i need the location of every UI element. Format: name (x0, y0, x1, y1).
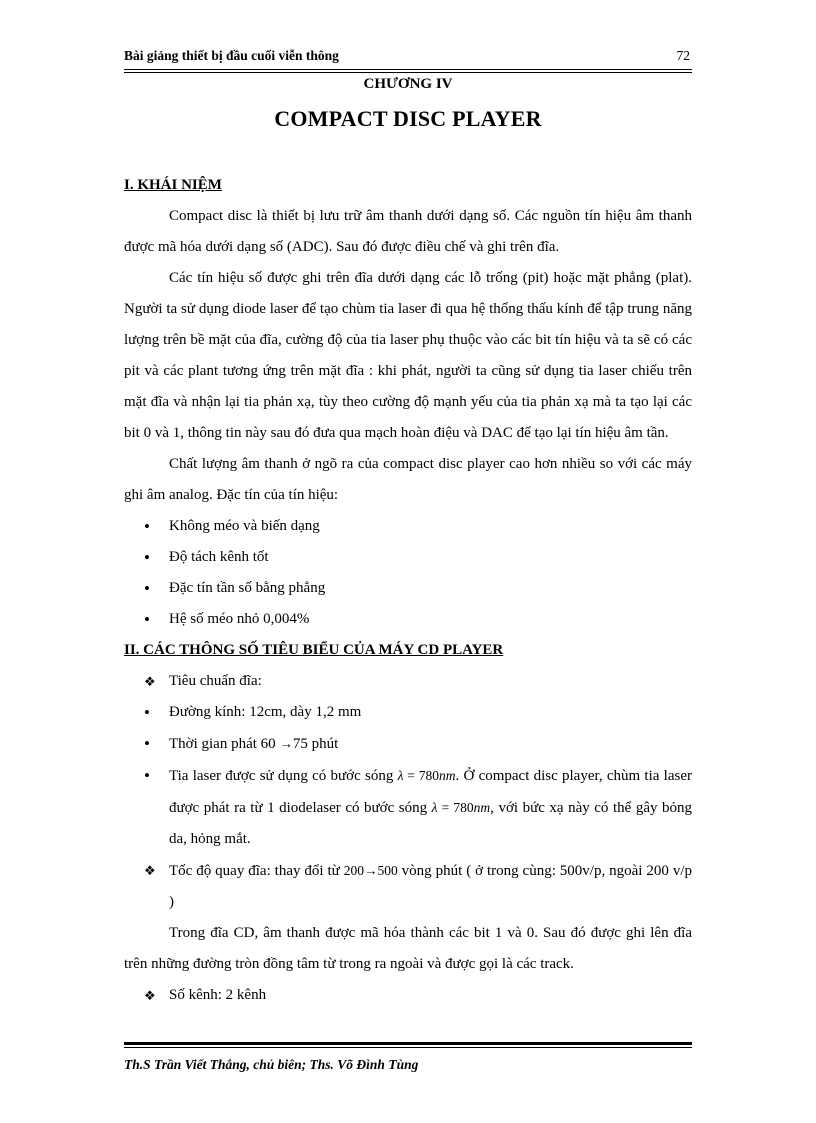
bullet-icon (144, 760, 164, 793)
wavelength-formula: λ = 780nm (397, 768, 456, 783)
footer-rule-thick (124, 1042, 692, 1045)
section-heading-specs: II. CÁC THÔNG SỐ TIÊU BIỂU CỦA MÁY CD PLAYER (124, 642, 504, 658)
bullet-icon (144, 573, 164, 606)
diamond-bullet-icon (144, 855, 164, 887)
wavelength-formula: λ = 780nm (431, 800, 491, 815)
section-heading-concept: I. KHÁI NIỆM (124, 177, 222, 193)
paragraph: Chất lượng âm thanh ở ngõ ra của compact disc player cao hơn nhiều so với các máy ghi âm analog. Đặc tín của tín hiệu: (124, 456, 692, 503)
running-header (124, 48, 692, 68)
chapter-label: CHƯƠNG IV (363, 76, 453, 92)
body-content (124, 170, 692, 1011)
list-item: • Thời gian phát 60 →75 phút (124, 728, 692, 760)
bullet-icon (144, 728, 164, 761)
list-item: • Độ tách kênh tốt (124, 542, 692, 573)
header-rule-secondary (124, 72, 692, 73)
signal-characteristics-list (124, 511, 692, 635)
bullet-icon (144, 604, 164, 637)
bullet-icon (144, 511, 164, 544)
list-item: ❖ Số kênh: 2 kênh (124, 980, 692, 1011)
paragraph: Các tín hiệu số được ghi trên đĩa dưới dạng các lỗ trống (pit) hoặc mặt phẳng (plat). Người ta sử dụng diode laser để tạo chùm tia laser đi qua hệ thống thấu kính để tập trung năng lượng trên bề mặt của đĩa, cường độ của tia laser phụ thuộc vào các bit tín hiệu và ta sẽ có các pit và các plant tương ứng trên mặt đĩa : khi phát, người ta cũng sử dụng tia laser chiếu trên mặt đĩa và nhận lại tia phản xạ, tùy theo cường độ mạnh yếu của tia phản xạ mà ta tạo lại các bit 0 và 1, thông tin này sau đó đưa qua mạch hoàn điệu và DAC để tạo lại tín hiệu âm tần. (124, 270, 692, 441)
list-item: • Tia laser được sử dụng có bước sóng λ = 780nm. Ở compact disc player, chùm tia laser được phát ra từ 1 diodelaser có bước sóng λ = 780nm, với bức xạ này có thể gây bỏng da, hỏng mắt. (124, 760, 692, 855)
paragraph: Compact disc là thiết bị lưu trữ âm thanh dưới dạng số. Các nguồn tín hiệu âm thanh được mã hóa dưới dạng số (ADC). Sau đó được điều chế và ghi trên đĩa. (124, 208, 692, 255)
diamond-bullet-icon (144, 666, 164, 698)
arrow-symbol: → (279, 736, 293, 751)
list-item: ❖ Tiêu chuẩn đĩa: (124, 666, 692, 697)
list-item: • Đặc tín tần số bằng phẳng (124, 573, 692, 604)
footer-rule-thin (124, 1047, 692, 1048)
paragraph: Trong đĩa CD, âm thanh được mã hóa thành các bit 1 và 0. Sau đó được ghi lên đĩa trên những đường tròn đồng tâm từ trong ra ngoài và được gọi là các track. (124, 925, 692, 972)
bullet-icon (144, 697, 164, 730)
chapter-title: COMPACT DISC PLAYER (274, 106, 542, 131)
list-item: • Không méo và biến dạng (124, 511, 692, 542)
header-title: Bài giảng thiết bị đầu cuối viễn thông (124, 48, 339, 63)
header-rule (124, 69, 692, 70)
list-item: • Hệ số méo nhỏ 0,004% (124, 604, 692, 635)
diamond-bullet-icon (144, 980, 164, 1012)
channels-list (124, 980, 692, 1011)
footer-authors: Th.S Trần Viết Thắng, chủ biên; Ths. Võ Đình Tùng (124, 1057, 419, 1072)
specs-list (124, 666, 692, 918)
list-item: ❖ Tốc độ quay đĩa: thay đổi từ 200→500 vòng phút ( ở trong cùng: 500v/p, ngoài 200 v/p ) (124, 855, 692, 918)
page-number: 72 (676, 48, 690, 63)
list-item: • Đường kính: 12cm, dày 1,2 mm (124, 697, 692, 728)
bullet-icon (144, 542, 164, 575)
speed-range-formula: 200→500 (343, 863, 398, 878)
